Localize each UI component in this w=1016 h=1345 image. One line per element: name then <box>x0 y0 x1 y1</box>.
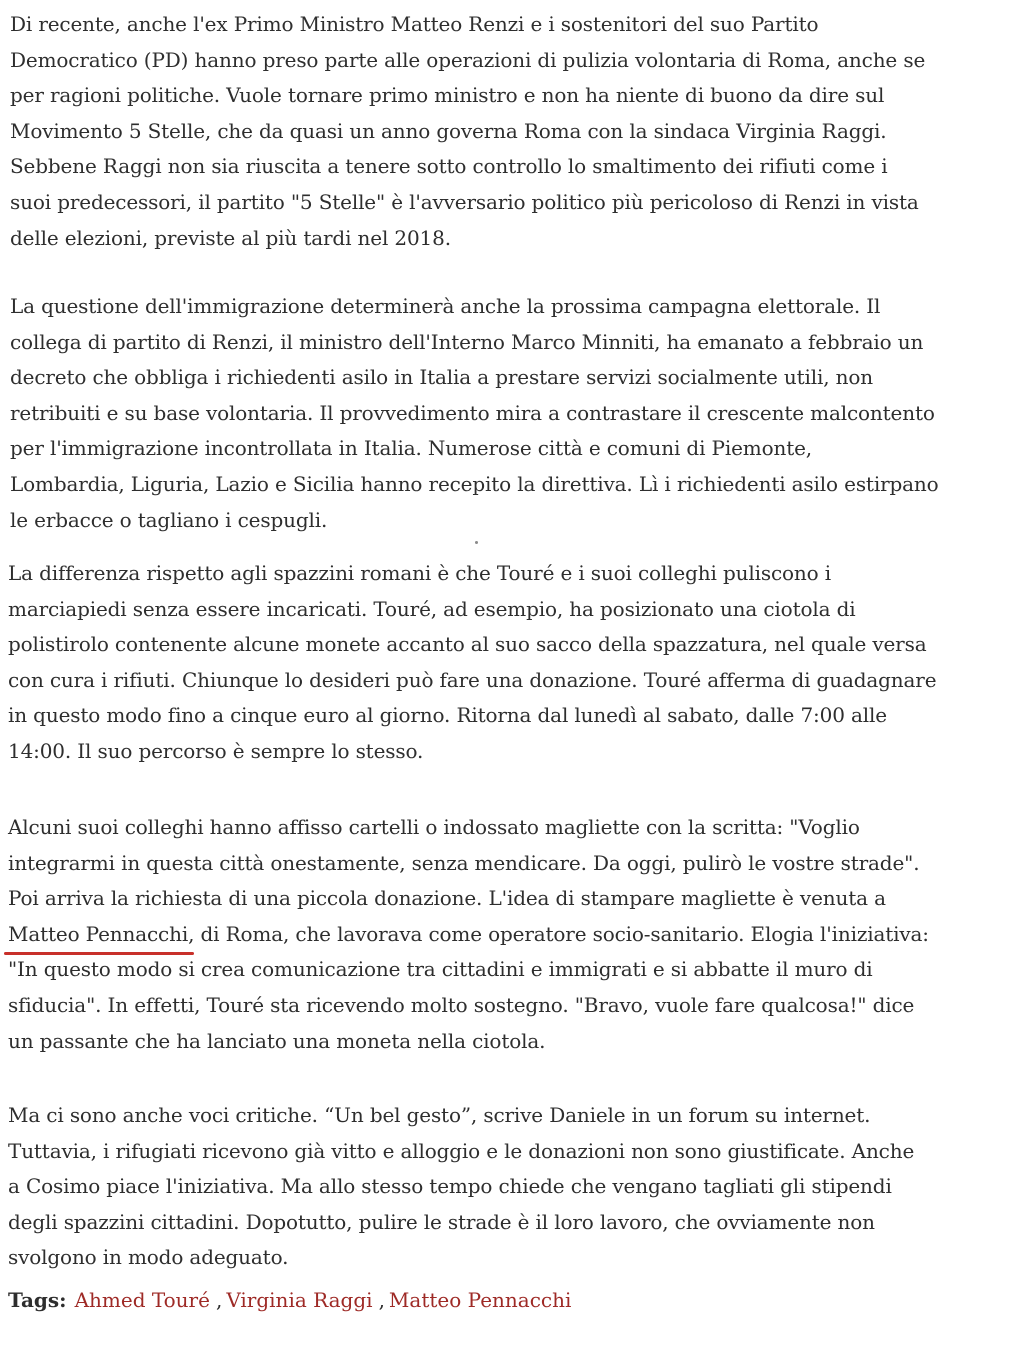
text-line: Tuttavia, i rifugiati ricevono già vitto e alloggio e le donazioni non sono giustificate. Anche <box>8 1138 915 1163</box>
text-line: in questo modo fino a cinque euro al giorno. Ritorna dal lunedì al sabato, dalle 7:00 alle <box>8 703 887 728</box>
tag-separator: , <box>215 1288 223 1312</box>
text-fragment: , di Roma, che lavorava come operatore socio-sanitario. Elogia l'iniziativa: <box>188 921 929 946</box>
text-line: per ragioni politiche. Vuole tornare primo ministro e non ha niente di buono da dire sul <box>10 83 885 108</box>
text-line: degli spazzini cittadini. Dopotutto, pulire le strade è il loro lavoro, che ovviamente non <box>8 1209 875 1234</box>
text-line: marciapiedi senza essere incaricati. Touré, ad esempio, ha posizionato una ciotola di <box>8 596 856 621</box>
paragraph-renzi <box>10 7 1010 256</box>
paragraph-tshirts <box>8 810 1010 1059</box>
text-line: per l'immigrazione incontrollata in Italia. Numerose città e comuni di Piemonte, <box>10 436 812 461</box>
text-line: Democratico (PD) hanno preso parte alle operazioni di pulizia volontaria di Roma, anche se <box>10 47 926 72</box>
paragraph-immigration <box>10 289 1010 538</box>
text-line: Lombardia, Liguria, Lazio e Sicilia hanno recepito la direttiva. Lì i richiedenti asilo estirpano <box>10 471 939 496</box>
paragraph-toure <box>8 556 1010 770</box>
tags-row <box>8 1283 571 1318</box>
text-line: sfiducia". In effetti, Touré sta ricevendo molto sostegno. "Bravo, vuole fare qualcosa!" dice <box>8 992 915 1017</box>
text-line: La questione dell'immigrazione determinerà anche la prossima campagna elettorale. Il <box>10 294 881 318</box>
tag-link-matteo-pennacchi[interactable]: Matteo Pennacchi <box>388 1288 572 1312</box>
text-line: le erbacce o tagliano i cespugli. <box>10 507 328 532</box>
text-line: con cura i rifiuti. Chiunque lo desideri può fare una donazione. Touré afferma di guadagnare <box>8 667 937 692</box>
tag-link-virginia-raggi[interactable]: Virginia Raggi <box>226 1288 373 1312</box>
text-line: 14:00. Il suo percorso è sempre lo stesso. <box>8 738 424 763</box>
text-line: Alcuni suoi colleghi hanno affisso cartelli o indossato magliette con la scritta: "Voglio <box>8 815 860 839</box>
text-line: polistirolo contenente alcune monete accanto al suo sacco della spazzatura, nel quale versa <box>8 632 927 657</box>
text-line: La differenza rispetto agli spazzini romani è che Touré e i suoi colleghi puliscono i <box>8 561 831 585</box>
text-line: svolgono in modo adeguato. <box>8 1245 289 1270</box>
tags-label: Tags: <box>8 1288 67 1312</box>
text-line: retribuiti e su base volontaria. Il provvedimento mira a contrastare il crescente malcontento <box>10 400 935 425</box>
text-line: suoi predecessori, il partito "5 Stelle" è l'avversario politico più pericoloso di Renzi in vista <box>10 189 919 214</box>
text-line: Sebbene Raggi non sia riuscita a tenere sotto controllo lo smaltimento dei rifiuti come i <box>10 154 888 179</box>
text-line: collega di partito di Renzi, il ministro dell'Interno Marco Minniti, ha emanato a febbraio un <box>10 329 924 354</box>
text-line <box>8 917 1010 953</box>
text-line: Di recente, anche l'ex Primo Ministro Matteo Renzi e i sostenitori del suo Partito <box>10 12 819 36</box>
underlined-name: Matteo Pennacchi <box>8 917 188 953</box>
paragraph-critics <box>8 1098 1010 1276</box>
text-line: Movimento 5 Stelle, che da quasi un anno governa Roma con la sindaca Virginia Raggi. <box>10 118 887 143</box>
text-line: un passante che ha lanciato una moneta nella ciotola. <box>8 1028 546 1053</box>
text-line: Poi arriva la richiesta di una piccola donazione. L'idea di stampare magliette è venuta a <box>8 886 886 911</box>
text-line: Ma ci sono anche voci critiche. “Un bel gesto”, scrive Daniele in un forum su internet. <box>8 1103 871 1127</box>
text-line: delle elezioni, previste al più tardi nel 2018. <box>10 225 451 250</box>
text-line: decreto che obbliga i richiedenti asilo in Italia a prestare servizi socialmente utili, non <box>10 365 873 390</box>
text-line: a Cosimo piace l'iniziativa. Ma allo stesso tempo chiede che vengano tagliati gli stipendi <box>8 1174 892 1199</box>
stray-dot <box>475 541 478 544</box>
tag-separator: , <box>378 1288 385 1312</box>
text-line: integrarmi in questa città onestamente, senza mendicare. Da oggi, pulirò le vostre strade". <box>8 850 920 875</box>
text-line: "In questo modo si crea comunicazione tra cittadini e immigrati e si abbatte il muro di <box>8 957 873 982</box>
tag-link-ahmed-toure[interactable]: Ahmed Touré <box>74 1288 210 1312</box>
